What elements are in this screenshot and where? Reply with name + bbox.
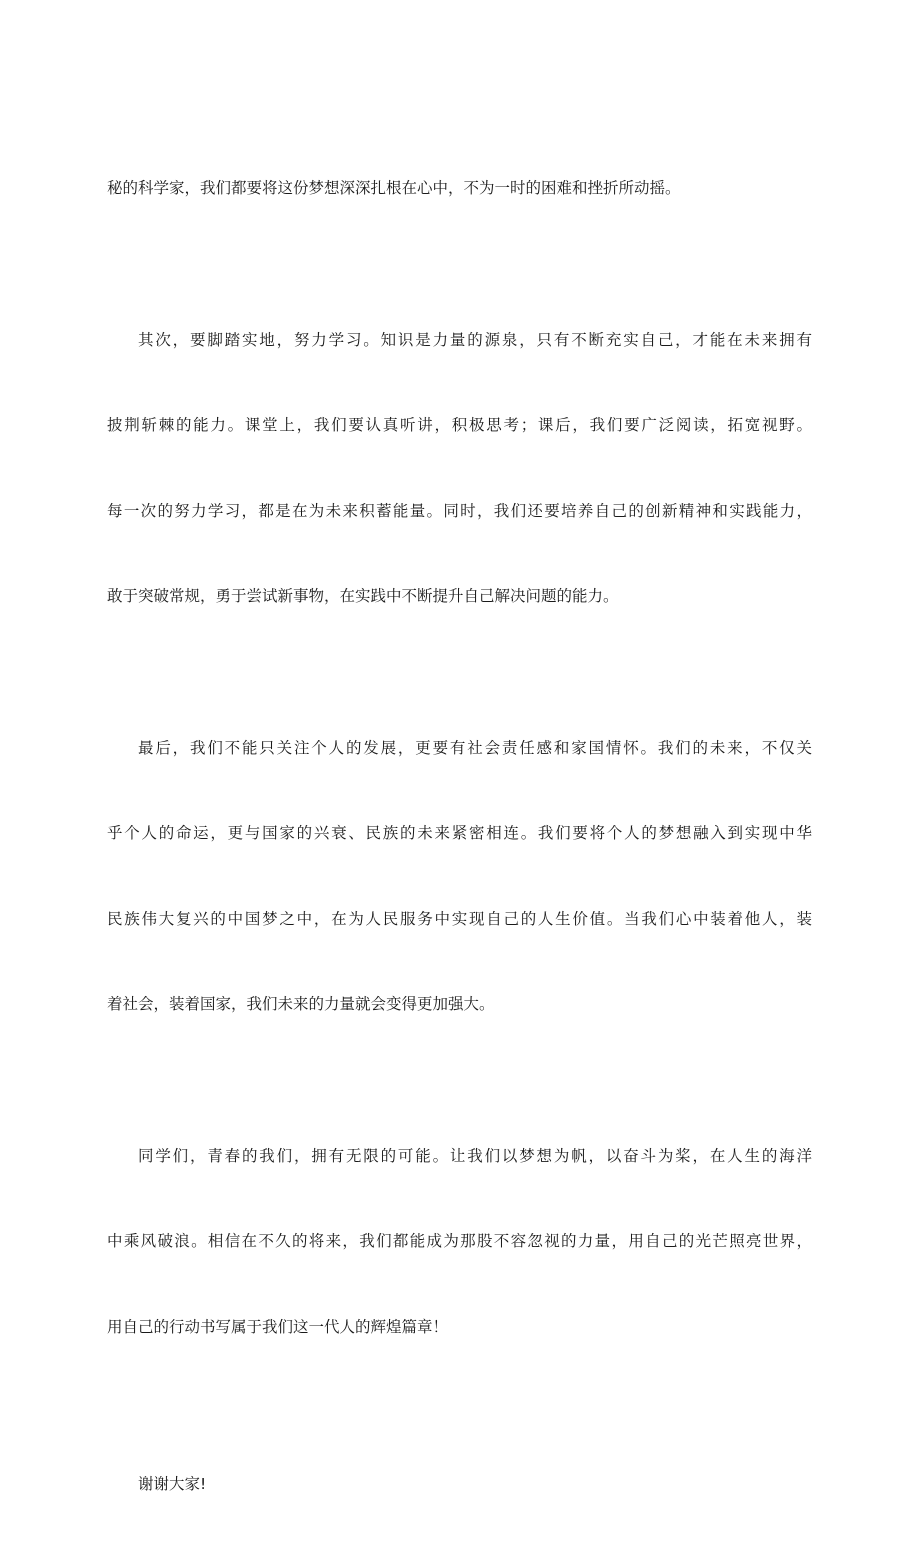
text-line: 敢于突破常规，勇于尝试新事物，在实践中不断提升自己解决问题的能力。	[107, 587, 619, 605]
paragraph-closing-call	[107, 1085, 812, 1399]
text-line: 用自己的行动书写属于我们这一代人的辉煌篇章！	[107, 1317, 449, 1336]
paragraph-study-hard	[107, 269, 812, 668]
text-line: 谢谢大家!	[138, 1475, 207, 1493]
text-line: 民族伟大复兴的中国梦之中，在为人民服务中实现自己的人生价值。当我们心中装着他人，装	[107, 909, 812, 928]
paragraph-thanks	[107, 1413, 812, 1556]
text-line: 同学们，青春的我们，拥有无限的可能。让我们以梦想为帆，以奋斗为桨，在人生的海洋	[138, 1146, 812, 1165]
text-line: 披荆斩棘的能力。课堂上，我们要认真听讲，积极思考；课后，我们要广泛阅读，拓宽视野。	[107, 416, 812, 434]
text-line: 秘的科学家，我们都要将这份梦想深深扎根在心中，不为一时的困难和挫折所动摇。	[107, 179, 681, 197]
paragraph-continuation	[107, 117, 812, 260]
paragraph-social-responsibility	[107, 677, 812, 1076]
document-body	[107, 117, 812, 1565]
text-line: 最后，我们不能只关注个人的发展，更要有社会责任感和家国情怀。我们的未来，不仅关	[138, 738, 812, 757]
text-line: 其次，要脚踏实地，努力学习。知识是力量的源泉，只有不断充实自己，才能在未来拥有	[138, 330, 812, 349]
text-line: 着社会，装着国家，我们未来的力量就会变得更加强大。	[107, 995, 495, 1013]
text-line: 中乘风破浪。相信在不久的将来，我们都能成为那股不容忽视的力量，用自己的光芒照亮世界，	[107, 1232, 812, 1250]
text-line: 乎个人的命运，更与国家的兴衰、民族的未来紧密相连。我们要将个人的梦想融入到实现中华	[107, 824, 812, 842]
text-line: 每一次的努力学习，都是在为未来积蓄能量。同时，我们还要培养自己的创新精神和实践能力，	[107, 501, 812, 520]
